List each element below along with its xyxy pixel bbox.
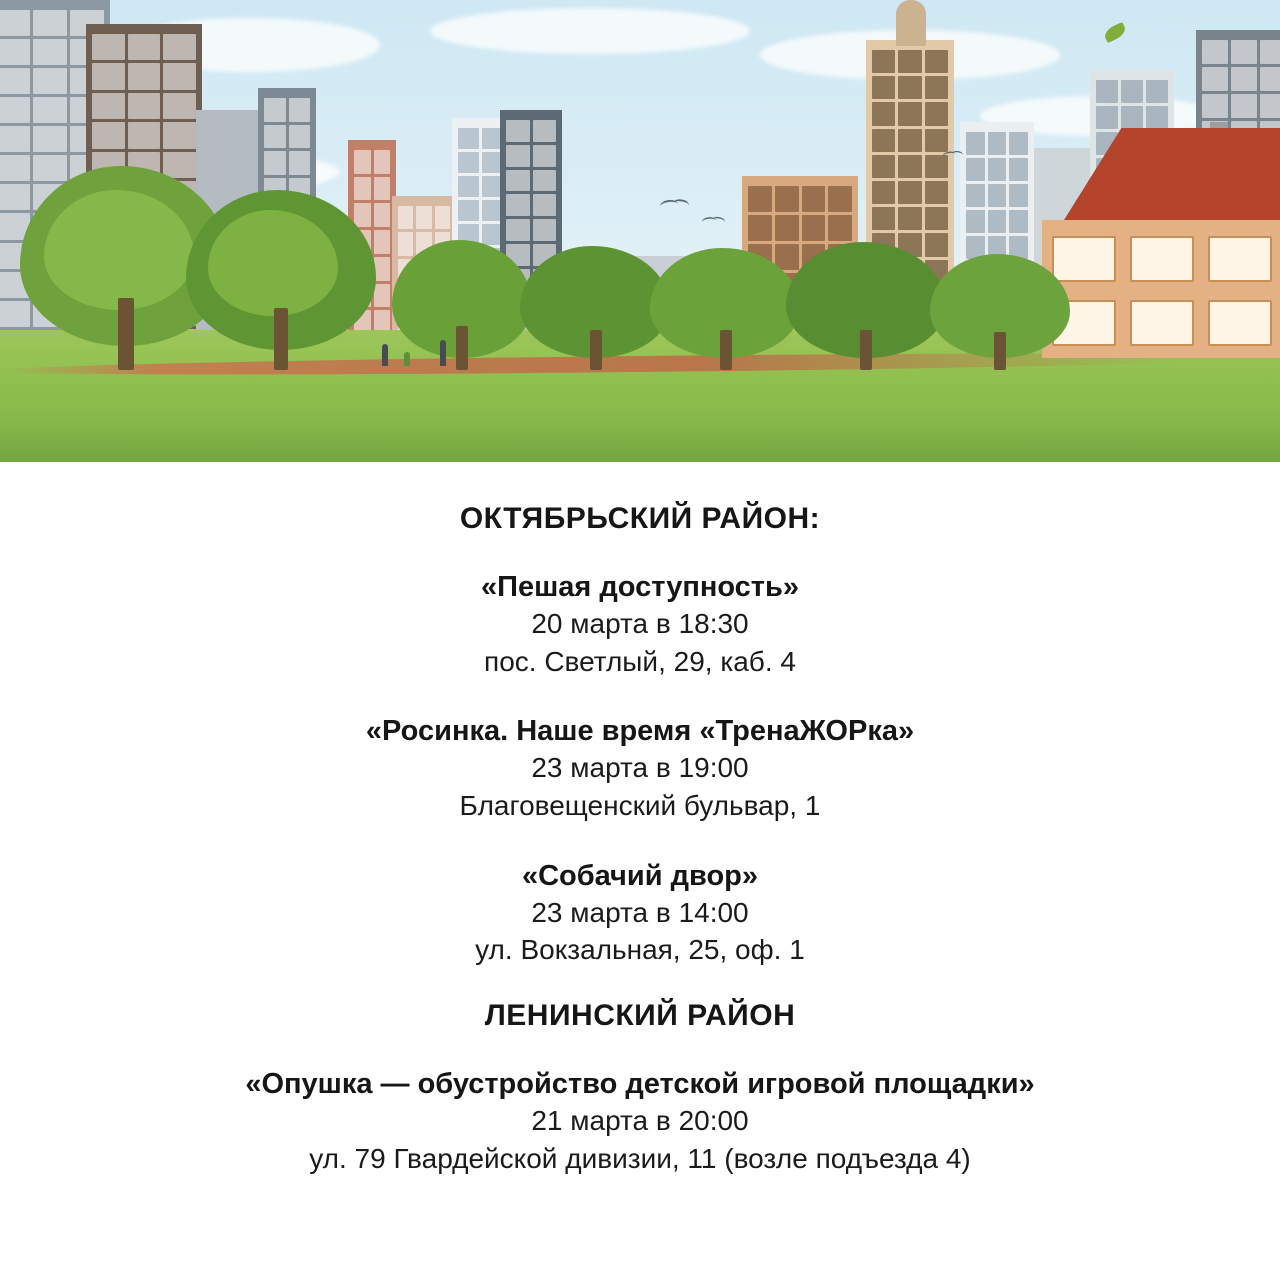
- event-title: «Пешая доступность»: [481, 571, 799, 603]
- event-address: ул. 79 Гвардейской дивизии, 11 (возле подъезда 4): [309, 1142, 971, 1174]
- event-item: [60, 859, 1220, 969]
- person-icon: [440, 340, 446, 366]
- tree-icon: [930, 254, 1070, 366]
- tree-icon: [650, 248, 800, 366]
- event-datetime: 21 марта в 20:00: [531, 1104, 749, 1136]
- event-title: «Росинка. Наше время «ТренаЖОРка»: [365, 715, 915, 748]
- bird-icon: [701, 216, 716, 226]
- lawn-strip: [0, 422, 1280, 462]
- event-address: пос. Светлый, 29, каб. 4: [484, 645, 796, 677]
- event-title: «Опушка — обустройство детской игровой площадки»: [245, 1068, 1035, 1101]
- tree-icon: [392, 240, 532, 366]
- roof-icon: [1018, 128, 1280, 224]
- district-section: [60, 502, 1220, 969]
- tree-icon: [186, 190, 376, 366]
- tree-icon: [520, 246, 670, 366]
- event-datetime: 23 марта в 14:00: [531, 896, 749, 928]
- district-title: ОКТЯБРЬСКИЙ РАЙОН:: [459, 502, 821, 535]
- building-spire-icon: [896, 0, 926, 46]
- city-illustration-banner: [0, 0, 1280, 462]
- event-datetime: 20 марта в 18:30: [531, 607, 749, 639]
- event-datetime: 23 марта в 19:00: [531, 752, 749, 784]
- bird-icon: [659, 199, 678, 212]
- person-icon: [382, 344, 388, 366]
- house-body: [1042, 220, 1280, 358]
- district-section: [60, 999, 1220, 1177]
- section-spacer: [60, 969, 1220, 991]
- district-title: ЛЕНИНСКИЙ РАЙОН: [484, 999, 796, 1033]
- tree-icon: [786, 242, 946, 366]
- leaf-icon: [1102, 22, 1127, 43]
- event-item: [60, 714, 1220, 824]
- event-item: [60, 570, 1220, 680]
- event-address: Благовещенский бульвар, 1: [459, 789, 821, 821]
- event-title: «Собачий двор»: [521, 859, 759, 892]
- person-icon: [404, 352, 410, 366]
- event-address: ул. Вокзальная, 25, оф. 1: [475, 934, 805, 966]
- events-list: [0, 462, 1280, 1178]
- cloud-icon: [430, 8, 750, 54]
- event-item: [60, 1067, 1220, 1177]
